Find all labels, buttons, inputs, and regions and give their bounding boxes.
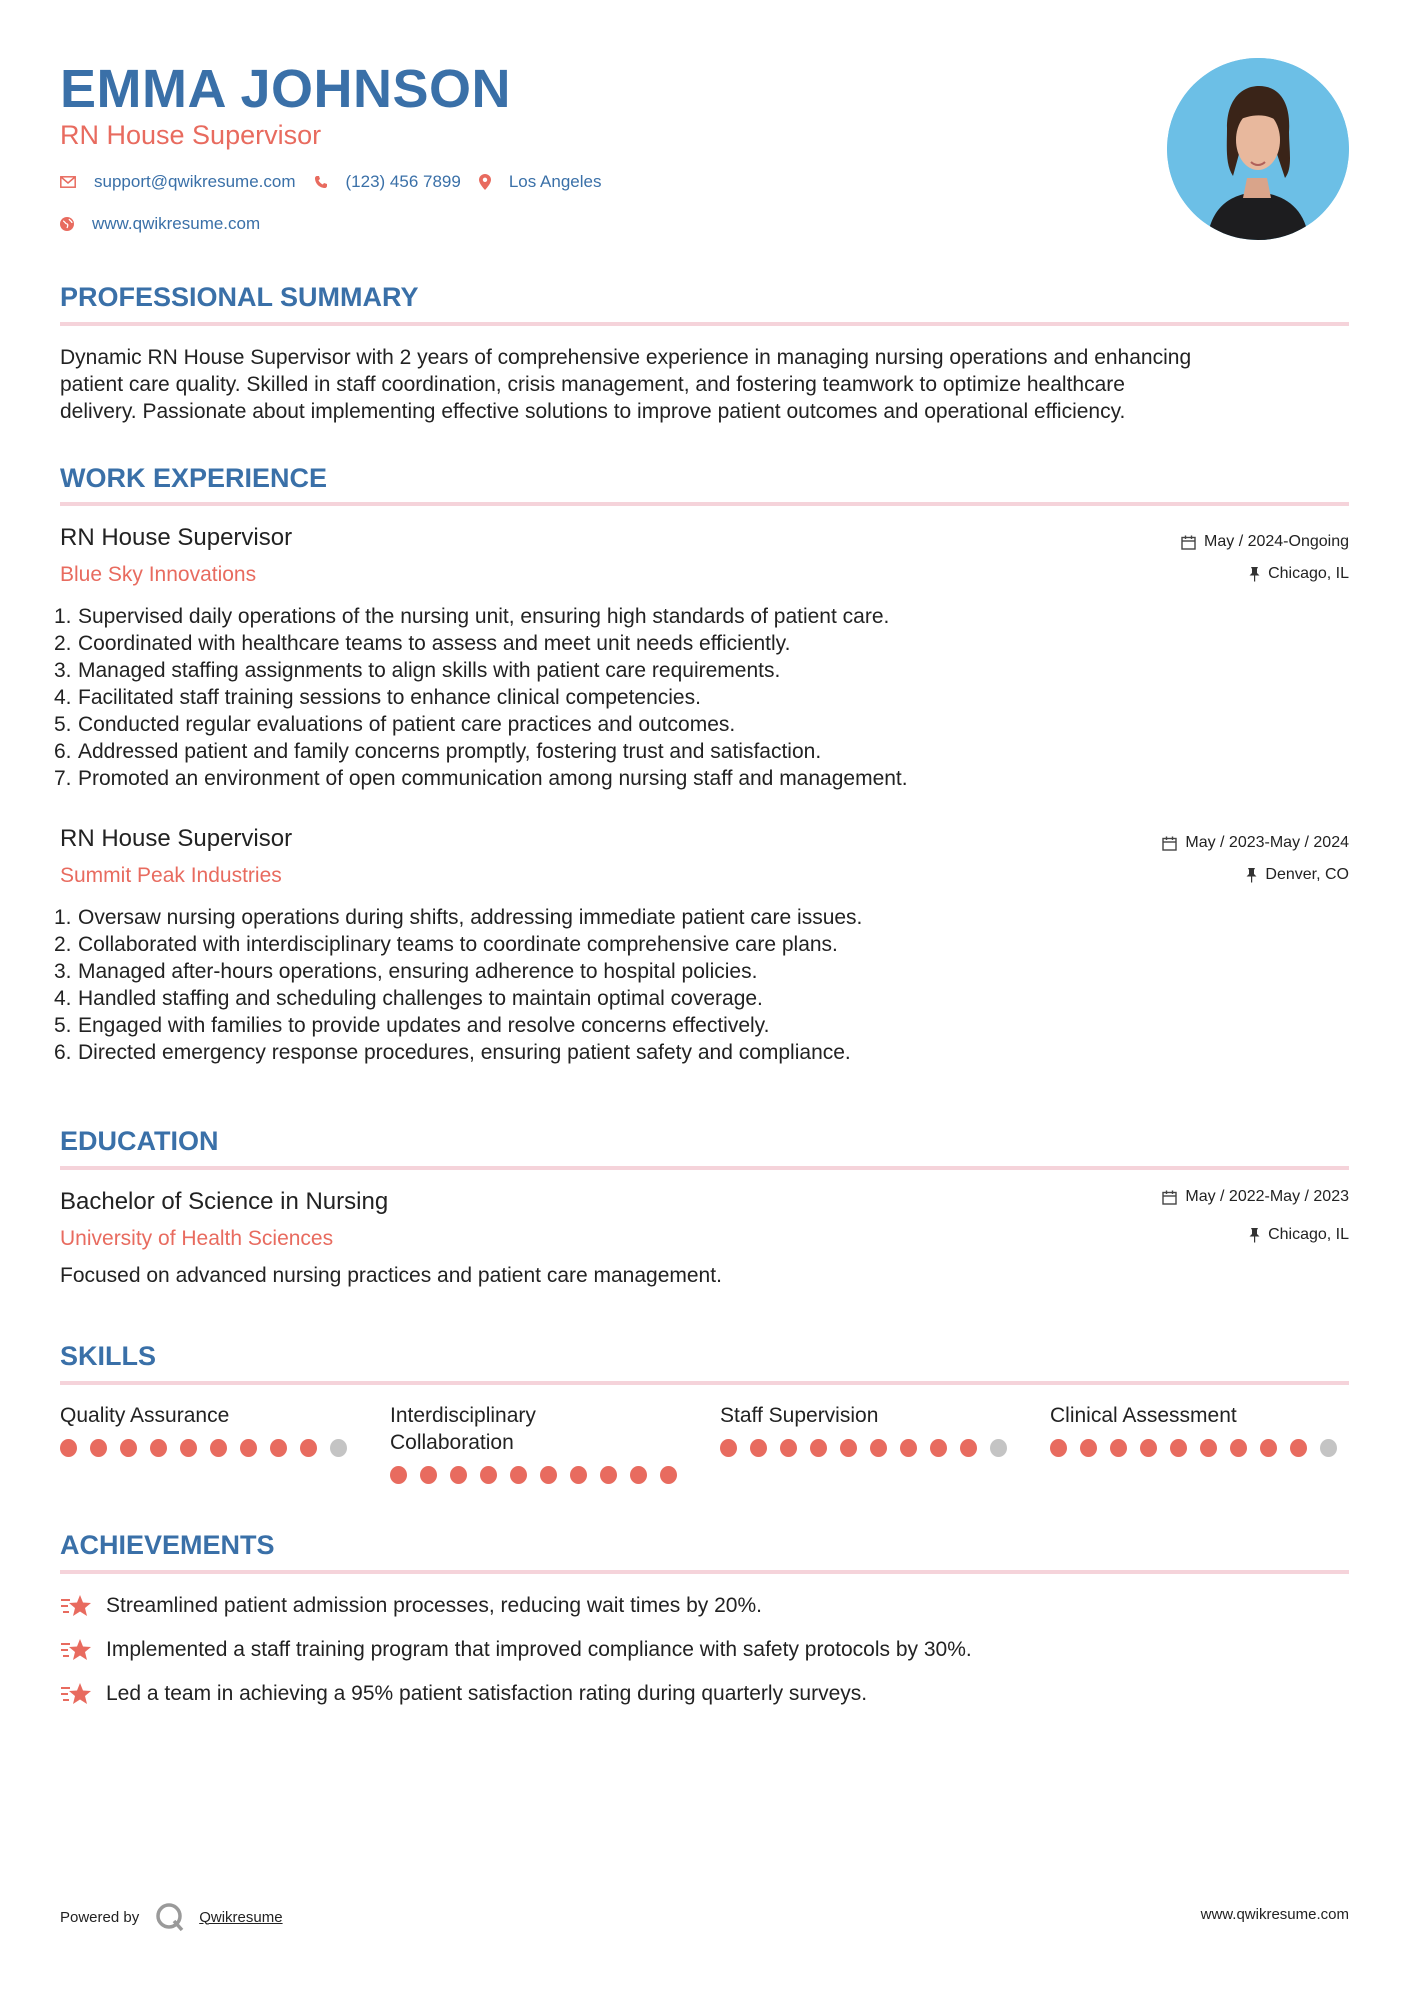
map-pin-icon <box>479 174 491 190</box>
list-item: 4. Handled staffing and scheduling challenges to maintain optimal coverage. <box>54 987 763 1010</box>
footer-powered-by <box>60 1902 283 1932</box>
rating-dot-filled <box>1140 1439 1157 1457</box>
rating-dot-filled <box>1050 1439 1067 1457</box>
skill-name: Staff Supervision <box>720 1404 879 1427</box>
education-location <box>1249 1226 1349 1244</box>
contact-website[interactable] <box>60 214 260 234</box>
shooting-star-icon <box>60 1681 92 1707</box>
person-portrait-icon <box>1167 58 1349 240</box>
website-text: www.qwikresume.com <box>92 214 261 233</box>
calendar-icon <box>1162 836 1177 851</box>
rating-dot-filled <box>810 1439 827 1457</box>
rating-dot-filled <box>660 1466 677 1484</box>
rating-dot-empty <box>990 1439 1007 1457</box>
list-item: 7. Promoted an environment of open communication among nursing staff and management. <box>54 767 908 790</box>
profile-photo <box>1167 58 1349 240</box>
skill-item <box>720 1402 1020 1457</box>
dates-text: May / 2024-Ongoing <box>1204 533 1349 550</box>
phone-icon <box>314 175 328 189</box>
rating-dot-filled <box>900 1439 917 1457</box>
job-dates <box>1162 834 1349 852</box>
achievement-item <box>60 1681 867 1707</box>
location-text: Chicago, IL <box>1268 565 1349 582</box>
rating-dot-filled <box>870 1439 887 1457</box>
contact-location <box>479 172 602 192</box>
rating-dot-filled <box>90 1439 107 1457</box>
dates-text: May / 2023-May / 2024 <box>1185 834 1349 851</box>
list-item: 5. Conducted regular evaluations of patient care practices and outcomes. <box>54 713 736 736</box>
location-text: Los Angeles <box>508 172 602 191</box>
skill-name: Quality Assurance <box>60 1404 230 1427</box>
job-title: RN House Supervisor <box>60 524 293 551</box>
rating-dot-filled <box>150 1439 167 1457</box>
list-item: 6. Directed emergency response procedures, ensuring patient safety and compliance. <box>54 1041 851 1064</box>
skill-rating <box>720 1439 1020 1457</box>
footer-website[interactable]: www.qwikresume.com <box>1200 1906 1349 1923</box>
list-item: 2. Collaborated with interdisciplinary teams to coordinate comprehensive care plans. <box>54 933 838 956</box>
candidate-name: EMMA JOHNSON <box>60 59 512 119</box>
contact-row <box>60 172 619 192</box>
achievement-text: Streamlined patient admission processes, reducing wait times by 20%. <box>106 1594 762 1617</box>
rating-dot-filled <box>240 1439 257 1457</box>
skill-item <box>390 1402 690 1484</box>
envelope-icon <box>60 176 76 188</box>
summary-line: Dynamic RN House Supervisor with 2 years of comprehensive experience in managing nursing operations and enhancing <box>60 346 1192 369</box>
list-item: 4. Facilitated staff training sessions to enhance clinical competencies. <box>54 686 701 709</box>
job-location <box>1249 565 1349 583</box>
rating-dot-filled <box>1110 1439 1127 1457</box>
location-text: Chicago, IL <box>1268 1226 1349 1243</box>
qwikresume-link[interactable]: Qwikresume <box>199 1908 283 1926</box>
section-divider <box>60 1166 1349 1170</box>
rating-dot-filled <box>390 1466 407 1484</box>
school-name: University of Health Sciences <box>60 1227 334 1250</box>
rating-dot-filled <box>300 1439 317 1457</box>
rating-dot-filled <box>480 1466 497 1484</box>
dates-text: May / 2022-May / 2023 <box>1185 1188 1349 1205</box>
summary-heading: PROFESSIONAL SUMMARY <box>60 282 419 312</box>
section-divider <box>60 1381 1349 1385</box>
skill-rating <box>390 1466 690 1484</box>
rating-dot-filled <box>120 1439 137 1457</box>
achievement-item <box>60 1637 972 1663</box>
pushpin-icon <box>1246 868 1257 883</box>
globe-icon <box>60 217 74 231</box>
rating-dot-filled <box>720 1439 737 1457</box>
qwikresume-logo-icon <box>155 1902 185 1932</box>
skills-heading: SKILLS <box>60 1341 157 1371</box>
education-heading: EDUCATION <box>60 1126 219 1156</box>
job-duties-list <box>54 603 908 792</box>
list-item: 1. Oversaw nursing operations during shifts, addressing immediate patient care issues. <box>54 906 863 929</box>
company-name: Blue Sky Innovations <box>60 563 257 586</box>
rating-dot-empty <box>330 1439 347 1457</box>
contact-phone[interactable] <box>314 172 461 192</box>
rating-dot-filled <box>960 1439 977 1457</box>
rating-dot-empty <box>1320 1439 1337 1457</box>
rating-dot-filled <box>1290 1439 1307 1457</box>
rating-dot-filled <box>780 1439 797 1457</box>
pushpin-icon <box>1249 567 1260 582</box>
resume-page <box>54 0 1349 1990</box>
phone-text: (123) 456 7899 <box>345 172 461 191</box>
rating-dot-filled <box>1200 1439 1217 1457</box>
list-item: 2. Coordinated with healthcare teams to assess and meet unit needs efficiently. <box>54 632 791 655</box>
list-item: 6. Addressed patient and family concerns promptly, fostering trust and satisfaction. <box>54 740 822 763</box>
skill-name: Clinical Assessment <box>1050 1404 1237 1427</box>
shooting-star-icon <box>60 1637 92 1663</box>
achievement-item <box>60 1593 762 1619</box>
rating-dot-filled <box>60 1439 77 1457</box>
job-title: RN House Supervisor <box>60 825 293 852</box>
email-text: support@qwikresume.com <box>94 172 296 191</box>
summary-text <box>60 344 1349 425</box>
rating-dot-filled <box>540 1466 557 1484</box>
rating-dot-filled <box>1230 1439 1247 1457</box>
rating-dot-filled <box>270 1439 287 1457</box>
education-description: Focused on advanced nursing practices and patient care management. <box>60 1264 722 1287</box>
section-divider <box>60 502 1349 506</box>
calendar-icon <box>1162 1190 1177 1205</box>
skill-name: Interdisciplinary Collaboration <box>390 1404 536 1454</box>
calendar-icon <box>1181 535 1196 550</box>
skill-item <box>60 1402 360 1457</box>
section-divider <box>60 1570 1349 1574</box>
list-item: 3. Managed after-hours operations, ensuring adherence to hospital policies. <box>54 960 758 983</box>
summary-line: delivery. Passionate about implementing effective solutions to improve patient outcomes and operational efficiency. <box>60 400 1126 423</box>
powered-by-label: Powered by <box>60 1908 140 1926</box>
shooting-star-icon <box>60 1593 92 1619</box>
degree-title: Bachelor of Science in Nursing <box>60 1188 389 1215</box>
list-item: 1. Supervised daily operations of the nursing unit, ensuring high standards of patient care. <box>54 605 890 628</box>
rating-dot-filled <box>600 1466 617 1484</box>
job-duties-list <box>54 904 863 1066</box>
rating-dot-filled <box>630 1466 647 1484</box>
skill-rating <box>1050 1439 1350 1457</box>
rating-dot-filled <box>570 1466 587 1484</box>
rating-dot-filled <box>840 1439 857 1457</box>
list-item: 3. Managed staffing assignments to align skills with patient care requirements. <box>54 659 781 682</box>
contact-row-2 <box>60 214 278 234</box>
pushpin-icon <box>1249 1228 1260 1243</box>
contact-email[interactable] <box>60 172 296 192</box>
rating-dot-filled <box>510 1466 527 1484</box>
rating-dot-filled <box>420 1466 437 1484</box>
list-item: 5. Engaged with families to provide updates and resolve concerns effectively. <box>54 1014 770 1037</box>
skill-item <box>1050 1402 1350 1457</box>
rating-dot-filled <box>1170 1439 1187 1457</box>
company-name: Summit Peak Industries <box>60 864 282 887</box>
summary-line: patient care quality. Skilled in staff coordination, crisis management, and fostering teamwork to optimize healthcare <box>60 373 1125 396</box>
skill-rating <box>60 1439 360 1457</box>
job-dates <box>1181 533 1349 551</box>
job-location <box>1246 866 1349 884</box>
achievements-heading: ACHIEVEMENTS <box>60 1530 275 1560</box>
rating-dot-filled <box>450 1466 467 1484</box>
achievement-text: Implemented a staff training program that improved compliance with safety protocols by 30%. <box>106 1638 972 1661</box>
experience-heading: WORK EXPERIENCE <box>60 463 328 493</box>
education-dates <box>1162 1188 1349 1206</box>
rating-dot-filled <box>1260 1439 1277 1457</box>
rating-dot-filled <box>210 1439 227 1457</box>
rating-dot-filled <box>930 1439 947 1457</box>
candidate-title: RN House Supervisor <box>60 120 322 150</box>
rating-dot-filled <box>180 1439 197 1457</box>
section-divider <box>60 322 1349 326</box>
rating-dot-filled <box>750 1439 767 1457</box>
rating-dot-filled <box>1080 1439 1097 1457</box>
achievement-text: Led a team in achieving a 95% patient satisfaction rating during quarterly surveys. <box>106 1682 868 1705</box>
location-text: Denver, CO <box>1265 866 1349 883</box>
